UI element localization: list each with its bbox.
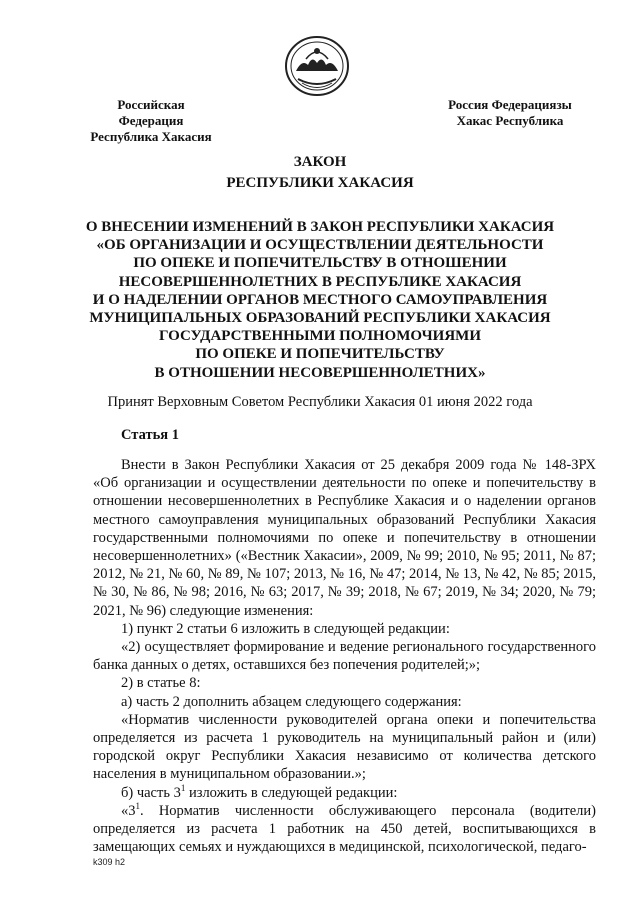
law-title: ЗАКОН (293, 154, 347, 170)
header-left-line-1: Российская Федерация (117, 97, 185, 128)
text-run: «3 (121, 802, 136, 819)
subject-line: МУНИЦИПАЛЬНЫХ ОБРАЗОВАНИЙ РЕСПУБЛИКИ ХАКАСИЯ (89, 310, 551, 327)
paragraph (93, 784, 596, 802)
paragraph: Внести в Закон Республики Хакасия от 25 декабря 2009 года № 148-ЗРХ «Об организации и осуществлении деятельности по опеке и попечительству в отношении несовершеннолетних в Республике Хакасия и о наделении органов местного самоуправления муниципальных образований Республики Хакасия государственными полномочиями по опеке и попечительству в отношении несовершеннолетних» («Вестник Хакасии», 2009, № 99; 2010, № 95; 2011, № 87; 2012, № 21, № 60, № 89, № 107; 2013, № 16, № 47; 2014, № 13, № 42, № 85; 2015, № 30, № 86, № 98; 2016, № 63; 2017, № 39; 2018, № 67; 2019, № 34; 2020, № 79; 2021, № 96) следующие изменения: (93, 457, 596, 619)
paragraph: «2) осуществляет формирование и ведение регионального государственного банка данных о детях, оставшихся без попечения родителей;»; (93, 639, 596, 674)
article-heading: Статья 1 (121, 427, 179, 443)
article-body (93, 456, 596, 856)
subject-line: О ВНЕСЕНИИ ИЗМЕНЕНИЙ В ЗАКОН РЕСПУБЛИКИ ХАКАСИЯ (85, 219, 555, 235)
paragraph (93, 802, 596, 857)
law-subject-title (40, 218, 600, 382)
subject-line: «ОБ ОРГАНИЗАЦИИ И ОСУЩЕСТВЛЕНИИ ДЕЯТЕЛЬНОСТИ (96, 237, 544, 254)
law-title-republic: РЕСПУБЛИКИ ХАКАСИЯ (226, 175, 414, 191)
subject-line: ПО ОПЕКЕ И ПОПЕЧИТЕЛЬСТВУ (195, 346, 445, 363)
text-run: . Норматив численности обслуживающего персонала (водители) определяется из расчета 1 работник на 450 детей, воспитывающихся в замещающих семьях и нуждающихся в медицинской, психологической, педаго- (93, 802, 596, 856)
header-left-line-2: Республика Хакасия (90, 129, 212, 144)
adoption-statement: Принят Верховным Советом Республики Хакасия 01 июня 2022 года (107, 394, 533, 410)
text-run: б) часть 3 (121, 784, 181, 801)
header-left (86, 97, 216, 145)
superscript: 1 (180, 782, 186, 793)
paragraph: «Норматив численности руководителей органа опеки и попечительства определяется из расчета 1 руководитель на муниципальный район и (или) городской округ Республики Хакасия независимо от количества детского населения в муниципальном образовании.»; (93, 711, 596, 783)
paragraph: а) часть 2 дополнить абзацем следующего содержания: (121, 693, 462, 710)
subject-line: ГОСУДАРСТВЕННЫМИ ПОЛНОМОЧИЯМИ (158, 328, 482, 345)
subject-line: И О НАДЕЛЕНИИ ОРГАНОВ МЕСТНОГО САМОУПРАВЛЕНИЯ (92, 291, 548, 308)
subject-line: В ОТНОШЕНИИ НЕСОВЕРШЕННОЛЕТНИХ» (154, 364, 486, 381)
subject-line: ПО ОПЕКЕ И ПОПЕЧИТЕЛЬСТВУ В ОТНОШЕНИИ (133, 255, 507, 272)
paragraph: 1) пункт 2 статьи 6 изложить в следующей редакции: (121, 620, 450, 637)
header-right-line-1: Россия Федерациязы (448, 97, 572, 112)
superscript: 1 (135, 801, 140, 812)
header-right (440, 97, 580, 129)
text-run: изложить в следующей редакции: (185, 784, 398, 801)
coat-of-arms-emblem (284, 35, 350, 97)
header-right-line-2: Хакас Республика (456, 113, 564, 128)
footer-document-code: k309 h2 (93, 857, 126, 867)
paragraph: 2) в статье 8: (121, 675, 201, 692)
subject-line: НЕСОВЕРШЕННОЛЕТНИХ В РЕСПУБЛИКЕ ХАКАСИЯ (118, 273, 522, 290)
